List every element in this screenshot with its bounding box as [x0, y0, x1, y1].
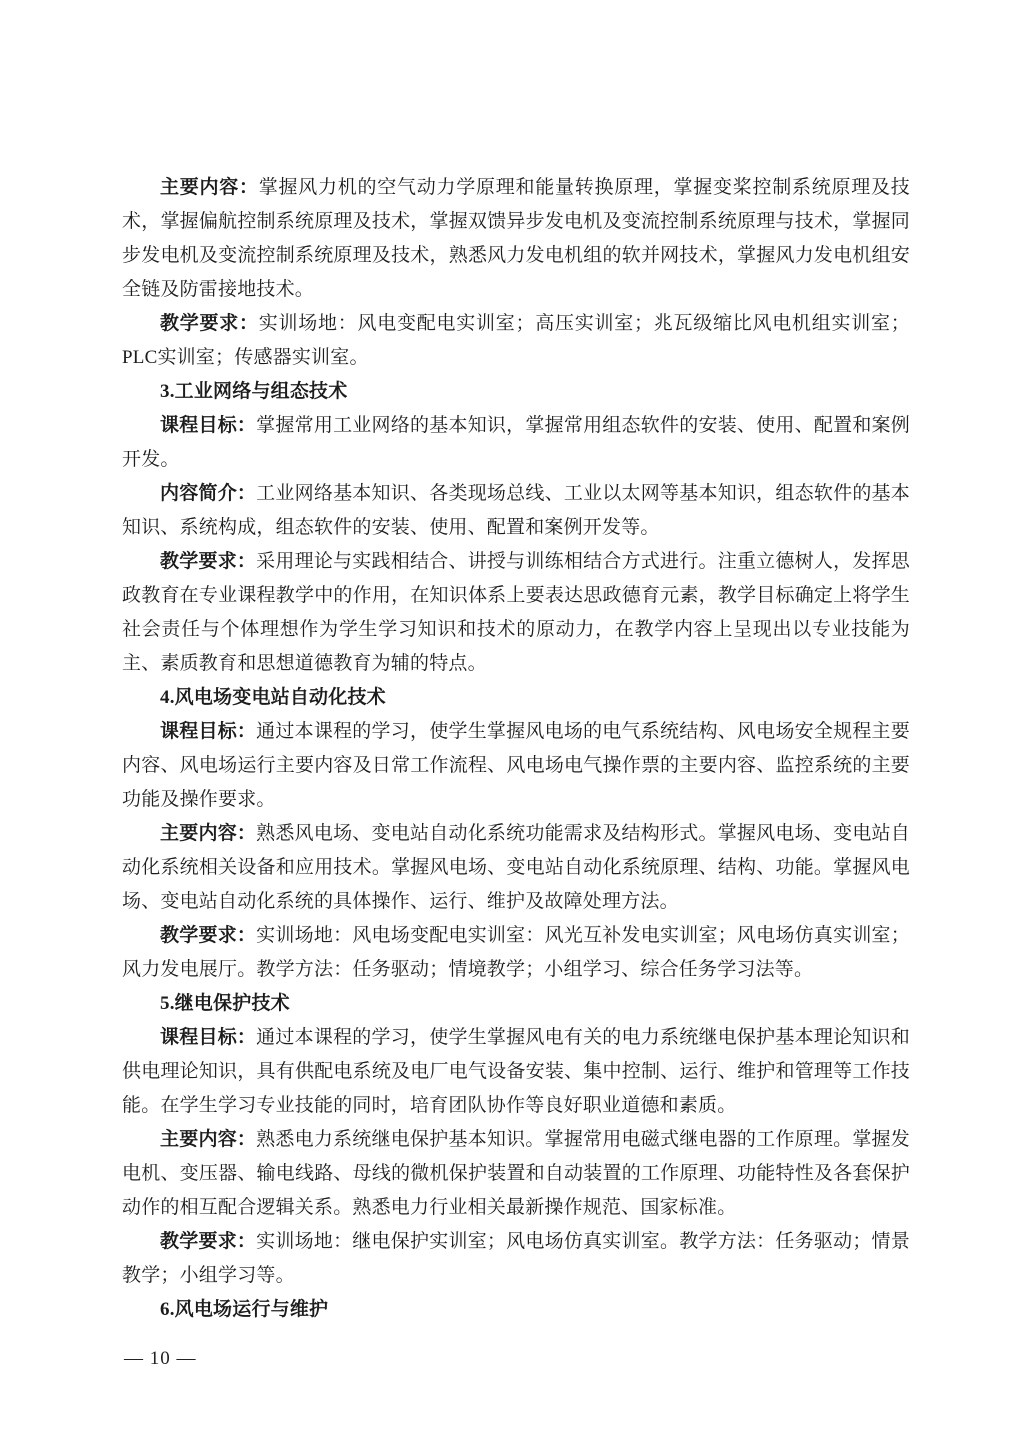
paragraph-label: 主要内容： [160, 1129, 257, 1150]
paragraph-text: 工业网络基本知识、各类现场总线、工业以太网等基本知识，组态软件的基本知识、系统构成，组态软件的安装、使用、配置和案例开发等。 [122, 483, 910, 538]
paragraph-text: 通过本课程的学习，使学生掌握风电场的电气系统结构、风电场安全规程主要内容、风电场运行主要内容及日常工作流程、风电场电气操作票的主要内容、监控系统的主要功能及操作要求。 [122, 721, 910, 810]
section-heading-6: 6.风电场运行与维护 [160, 1299, 329, 1320]
paragraph-text: 实训场地：风电变配电实训室；高压实训室；兆瓦级缩比风电机组实训室；PLC实训室；传感器实训室。 [122, 313, 910, 368]
paragraph-main-content-1 [122, 171, 910, 307]
paragraph-label: 课程目标： [160, 721, 257, 742]
paragraph-label: 课程目标： [160, 415, 257, 436]
paragraph-course-goal-5 [122, 1021, 910, 1123]
paragraph-text: 采用理论与实践相结合、讲授与训练相结合方式进行。注重立德树人，发挥思政教育在专业课程教学中的作用，在知识体系上要表达思政德育元素，教学目标确定上将学生社会责任与个体理想作为学生学习知识和技术的原动力，在教学内容上呈现出以专业技能为主、素质教育和思想道德教育为辅的特点。 [122, 551, 910, 674]
section-heading-4: 4.风电场变电站自动化技术 [160, 687, 386, 708]
paragraph-label: 课程目标： [160, 1027, 257, 1048]
paragraph-main-content-5 [122, 1123, 910, 1225]
paragraph-label: 教学要求： [160, 925, 257, 946]
paragraph-text: 掌握风力机的空气动力学原理和能量转换原理，掌握变桨控制系统原理及技术，掌握偏航控制系统原理及技术，掌握双馈异步发电机及变流控制系统原理与技术，掌握同步发电机及变流控制系统原理及技术，熟悉风力发电机组的软并网技术，掌握风力发电机组安全链及防雷接地技术。 [122, 177, 910, 300]
paragraph-teaching-req-5 [122, 1225, 910, 1293]
paragraph-teaching-req-1 [122, 307, 910, 375]
paragraph-text: 通过本课程的学习，使学生掌握风电有关的电力系统继电保护基本理论知识和供电理论知识，具有供配电系统及电厂电气设备安装、集中控制、运行、维护和管理等工作技能。在学生学习专业技能的同时，培育团队协作等良好职业道德和素质。 [122, 1027, 910, 1116]
page-content [122, 171, 910, 1327]
paragraph-label: 主要内容： [160, 177, 259, 198]
paragraph-text: 实训场地：继电保护实训室；风电场仿真实训室。教学方法：任务驱动；情景教学；小组学习等。 [122, 1231, 910, 1286]
paragraph-text: 实训场地：风电场变配电实训室：风光互补发电实训室；风电场仿真实训室；风力发电展厅。教学方法：任务驱动；情境教学；小组学习、综合任务学习法等。 [122, 925, 910, 980]
paragraph-label: 教学要求： [160, 1231, 257, 1252]
paragraph-teaching-req-3 [122, 545, 910, 681]
paragraph-text: 掌握常用工业网络的基本知识，掌握常用组态软件的安装、使用、配置和案例开发。 [122, 415, 910, 470]
paragraph-teaching-req-4 [122, 919, 910, 987]
page-number: — 10 — [124, 1348, 197, 1369]
paragraph-course-goal-4 [122, 715, 910, 817]
paragraph-course-goal-3 [122, 409, 910, 477]
paragraph-label: 教学要求： [160, 313, 259, 334]
paragraph-text: 熟悉风电场、变电站自动化系统功能需求及结构形式。掌握风电场、变电站自动化系统相关设备和应用技术。掌握风电场、变电站自动化系统原理、结构、功能。掌握风电场、变电站自动化系统的具体操作、运行、维护及故障处理方法。 [122, 823, 910, 912]
paragraph-main-content-4 [122, 817, 910, 919]
paragraph-label: 内容简介： [160, 483, 257, 504]
paragraph-label: 教学要求： [160, 551, 257, 572]
paragraph-text: 熟悉电力系统继电保护基本知识。掌握常用电磁式继电器的工作原理。掌握发电机、变压器、输电线路、母线的微机保护装置和自动装置的工作原理、功能特性及各套保护动作的相互配合逻辑关系。熟悉电力行业相关最新操作规范、国家标准。 [122, 1129, 910, 1218]
paragraph-label: 主要内容： [160, 823, 257, 844]
paragraph-content-intro-3 [122, 477, 910, 545]
section-heading-5: 5.继电保护技术 [160, 993, 290, 1014]
section-heading-3: 3.工业网络与组态技术 [160, 381, 348, 402]
